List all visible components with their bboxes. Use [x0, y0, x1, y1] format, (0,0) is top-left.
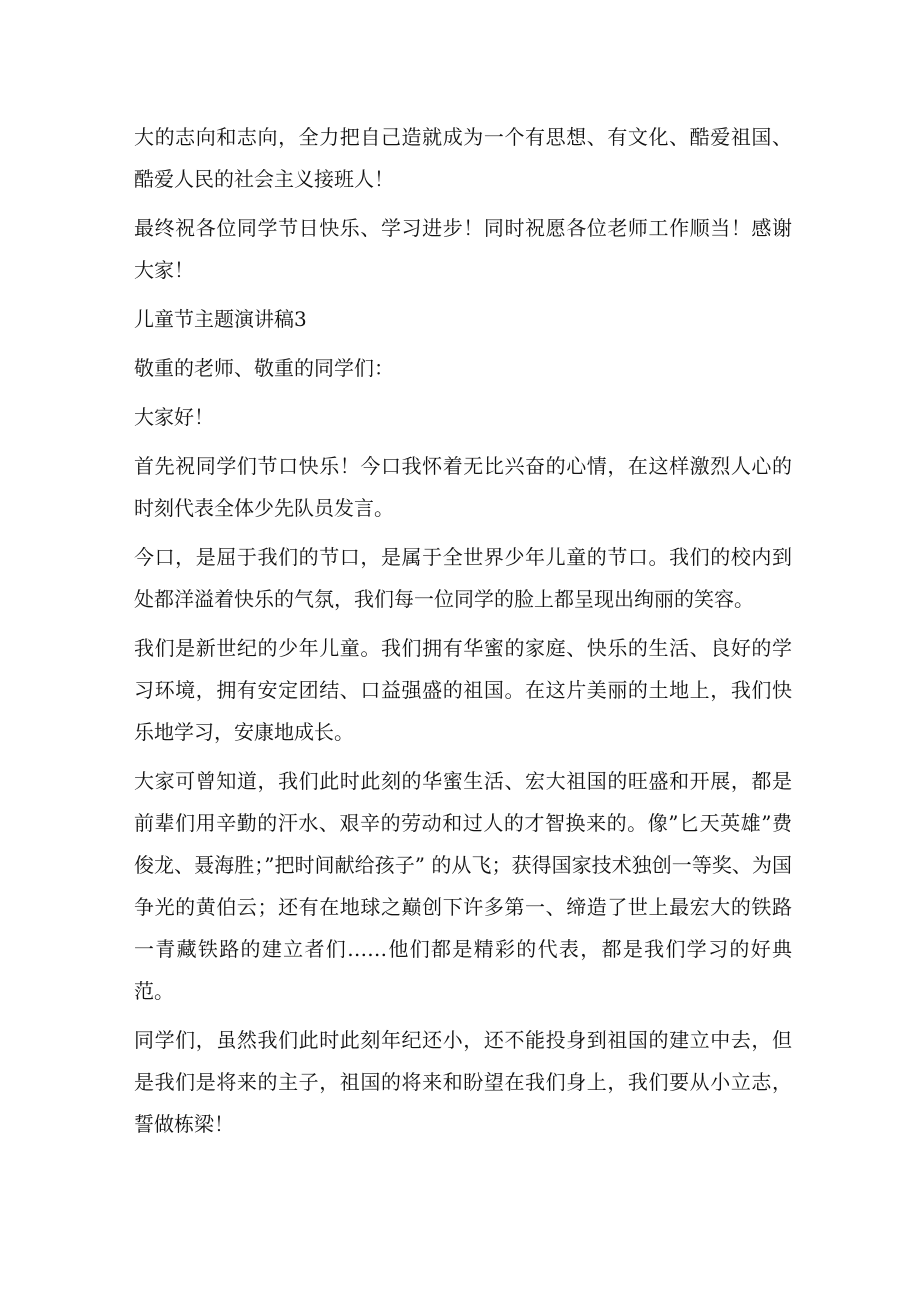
- salutation: 敬重的老师、敬重的同学们：: [134, 356, 394, 380]
- paragraph-8: 我们是新世纪的少年儿童。我们拥有华蜜的家庭、快乐的生活、良好的学习环境，拥有安定团结、口益强盛的祖国。在这片美丽的土地上，我们快乐地学习，安康地成长。: [134, 636, 792, 744]
- paragraph-2: 最终祝各位同学节日快乐、学习进步！同时祝愿各位老师工作顺当！感谢大家！: [134, 216, 792, 282]
- paragraph-1: 大的志向和志向，全力把自己造就成为一个有思想、有文化、酷爱祖国、酷爱人民的社会主义接班人！: [134, 125, 792, 191]
- document-body: [134, 116, 792, 1152]
- speech-title: 儿童节主题演讲稿3: [134, 307, 307, 331]
- paragraph-6: 首先祝同学们节口快乐！今口我怀着无比兴奋的心情，在这样激烈人心的时刻代表全体少先队员发言。: [134, 454, 792, 520]
- paragraph-10: 同学们，虽然我们此时此刻年纪还小，还不能投身到祖国的建立中去，但是我们是将来的主子，祖国的将来和盼望在我们身上，我们要从小立志，誓做栋梁！: [134, 1028, 792, 1136]
- paragraph-9: 大家可曾知道，我们此时此刻的华蜜生活、宏大祖国的旺盛和开展，都是前辈们用辛勤的汗水、艰辛的劳动和过人的才智换来的。像”匕天英雄”费俊龙、聂海胜；”把时间献给孩子” 的从飞；获得国家技术独创一等奖、为国争光的黄伯云；还有在地球之巅创下许多第一、缔造了世上最宏大的铁路一青藏铁路的建立者们……他们都是精彩的代表，都是我们学习的好典范。: [134, 769, 792, 1003]
- paragraph-7: 今口，是屈于我们的节口，是属于全世界少年儿童的节口。我们的校内到处都洋溢着快乐的气氛，我们每一位同学的脸上都呈现出绚丽的笑容。: [134, 545, 792, 611]
- greeting: 大家好！: [134, 405, 214, 429]
